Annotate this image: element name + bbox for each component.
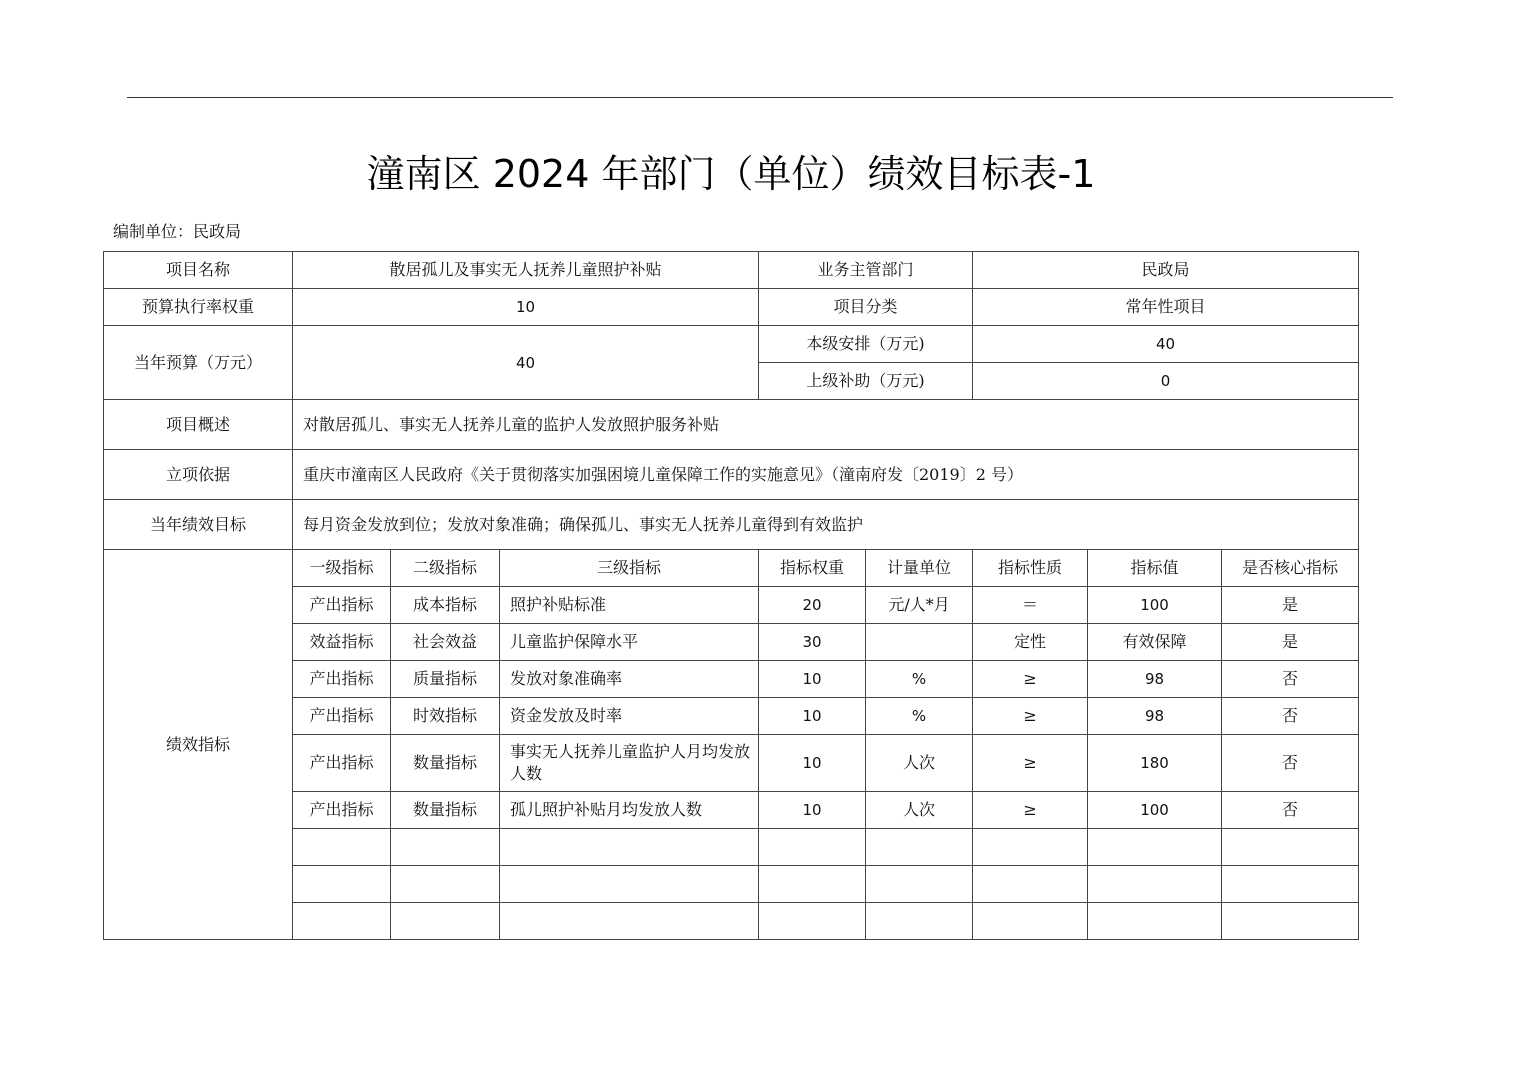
indicator-level2: 数量指标 — [391, 792, 500, 829]
performance-target-table — [103, 251, 1359, 940]
empty-cell — [866, 866, 973, 903]
indicator-nature: ≥ — [973, 698, 1088, 735]
empty-cell — [1222, 866, 1359, 903]
header-level2: 二级指标 — [391, 550, 500, 587]
empty-cell — [500, 866, 759, 903]
indicator-unit: 元/人*月 — [866, 587, 973, 624]
overview-value: 对散居孤儿、事实无人抚养儿童的监护人发放照护服务补贴 — [293, 400, 1359, 450]
empty-cell — [293, 903, 391, 940]
indicator-nature: ≥ — [973, 661, 1088, 698]
empty-cell — [759, 903, 866, 940]
empty-cell — [759, 829, 866, 866]
empty-cell — [759, 866, 866, 903]
empty-indicator-row — [104, 829, 1359, 866]
category-label: 项目分类 — [759, 289, 973, 326]
header-nature: 指标性质 — [973, 550, 1088, 587]
basis-value: 重庆市潼南区人民政府《关于贯彻落实加强困境儿童保障工作的实施意见》（潼南府发〔2019〕2 号） — [293, 450, 1359, 500]
indicator-row — [104, 587, 1359, 624]
indicator-level1: 产出指标 — [293, 587, 391, 624]
empty-cell — [973, 903, 1088, 940]
empty-cell — [973, 829, 1088, 866]
indicator-value: 100 — [1088, 587, 1222, 624]
indicator-level3: 事实无人抚养儿童监护人月均发放人数 — [500, 735, 759, 792]
indicator-unit: % — [866, 661, 973, 698]
row-project-name — [104, 252, 1359, 289]
indicator-level2: 时效指标 — [391, 698, 500, 735]
indicator-level2: 成本指标 — [391, 587, 500, 624]
indicator-row — [104, 792, 1359, 829]
empty-cell — [391, 829, 500, 866]
row-annual-budget — [104, 326, 1359, 363]
indicator-value: 98 — [1088, 698, 1222, 735]
local-funding-value: 40 — [973, 326, 1359, 363]
category-value: 常年性项目 — [973, 289, 1359, 326]
indicator-row — [104, 698, 1359, 735]
goal-value: 每月资金发放到位；发放对象准确；确保孤儿、事实无人抚养儿童得到有效监护 — [293, 500, 1359, 550]
empty-indicator-row — [104, 903, 1359, 940]
indicator-level1: 效益指标 — [293, 624, 391, 661]
header-level1: 一级指标 — [293, 550, 391, 587]
indicator-core: 是 — [1222, 587, 1359, 624]
empty-cell — [973, 866, 1088, 903]
empty-cell — [866, 829, 973, 866]
indicator-row — [104, 735, 1359, 792]
basis-label: 立项依据 — [104, 450, 293, 500]
indicator-value: 180 — [1088, 735, 1222, 792]
empty-cell — [1088, 829, 1222, 866]
upper-funding-label: 上级补助（万元) — [759, 363, 973, 400]
indicator-weight: 10 — [759, 698, 866, 735]
header-weight: 指标权重 — [759, 550, 866, 587]
indicator-nature: ≥ — [973, 792, 1088, 829]
empty-cell — [500, 903, 759, 940]
indicator-weight: 10 — [759, 792, 866, 829]
project-name-value: 散居孤儿及事实无人抚养儿童照护补贴 — [293, 252, 759, 289]
indicator-level1: 产出指标 — [293, 792, 391, 829]
indicator-weight: 10 — [759, 661, 866, 698]
indicator-unit: 人次 — [866, 735, 973, 792]
indicator-weight: 30 — [759, 624, 866, 661]
empty-cell — [293, 866, 391, 903]
indicator-row — [104, 624, 1359, 661]
row-basis — [104, 450, 1359, 500]
indicator-level2: 社会效益 — [391, 624, 500, 661]
indicator-value: 100 — [1088, 792, 1222, 829]
document-title: 潼南区 2024 年部门（单位）绩效目标表-1 — [366, 152, 1096, 196]
header-level3: 三级指标 — [500, 550, 759, 587]
indicator-unit — [866, 624, 973, 661]
empty-cell — [1222, 829, 1359, 866]
indicator-core: 是 — [1222, 624, 1359, 661]
empty-cell — [391, 866, 500, 903]
indicator-value: 有效保障 — [1088, 624, 1222, 661]
indicator-level1: 产出指标 — [293, 735, 391, 792]
annual-budget-value: 40 — [293, 326, 759, 400]
indicator-nature: ＝ — [973, 587, 1088, 624]
empty-cell — [1222, 903, 1359, 940]
indicator-core: 否 — [1222, 735, 1359, 792]
empty-cell — [391, 903, 500, 940]
indicator-row — [104, 661, 1359, 698]
indicators-label: 绩效指标 — [104, 550, 293, 940]
annual-budget-label: 当年预算（万元） — [104, 326, 293, 400]
indicator-nature: 定性 — [973, 624, 1088, 661]
indicator-core: 否 — [1222, 661, 1359, 698]
local-funding-label: 本级安排（万元) — [759, 326, 973, 363]
indicator-level2: 质量指标 — [391, 661, 500, 698]
upper-funding-value: 0 — [973, 363, 1359, 400]
empty-cell — [293, 829, 391, 866]
indicator-nature: ≥ — [973, 735, 1088, 792]
empty-cell — [500, 829, 759, 866]
indicator-level1: 产出指标 — [293, 661, 391, 698]
indicator-level1: 产出指标 — [293, 698, 391, 735]
indicator-weight: 20 — [759, 587, 866, 624]
indicator-unit: % — [866, 698, 973, 735]
indicator-level2: 数量指标 — [391, 735, 500, 792]
indicator-core: 否 — [1222, 698, 1359, 735]
indicator-level3: 资金发放及时率 — [500, 698, 759, 735]
dept-value: 民政局 — [973, 252, 1359, 289]
project-name-label: 项目名称 — [104, 252, 293, 289]
budget-rate-label: 预算执行率权重 — [104, 289, 293, 326]
budget-rate-value: 10 — [293, 289, 759, 326]
indicator-level3: 儿童监护保障水平 — [500, 624, 759, 661]
header-unit: 计量单位 — [866, 550, 973, 587]
indicator-value: 98 — [1088, 661, 1222, 698]
dept-label: 业务主管部门 — [759, 252, 973, 289]
empty-cell — [1088, 903, 1222, 940]
indicator-level3: 发放对象准确率 — [500, 661, 759, 698]
row-overview — [104, 400, 1359, 450]
goal-label: 当年绩效目标 — [104, 500, 293, 550]
empty-cell — [1088, 866, 1222, 903]
indicator-unit: 人次 — [866, 792, 973, 829]
header-rule — [127, 97, 1393, 98]
header-value: 指标值 — [1088, 550, 1222, 587]
header-core: 是否核心指标 — [1222, 550, 1359, 587]
compiling-unit: 编制单位：民政局 — [113, 222, 242, 241]
empty-indicator-row — [104, 866, 1359, 903]
row-budget-rate — [104, 289, 1359, 326]
indicator-level3: 照护补贴标准 — [500, 587, 759, 624]
indicator-level3: 孤儿照护补贴月均发放人数 — [500, 792, 759, 829]
overview-label: 项目概述 — [104, 400, 293, 450]
indicator-core: 否 — [1222, 792, 1359, 829]
empty-cell — [866, 903, 973, 940]
indicator-header-row — [104, 550, 1359, 587]
row-goal — [104, 500, 1359, 550]
indicator-weight: 10 — [759, 735, 866, 792]
